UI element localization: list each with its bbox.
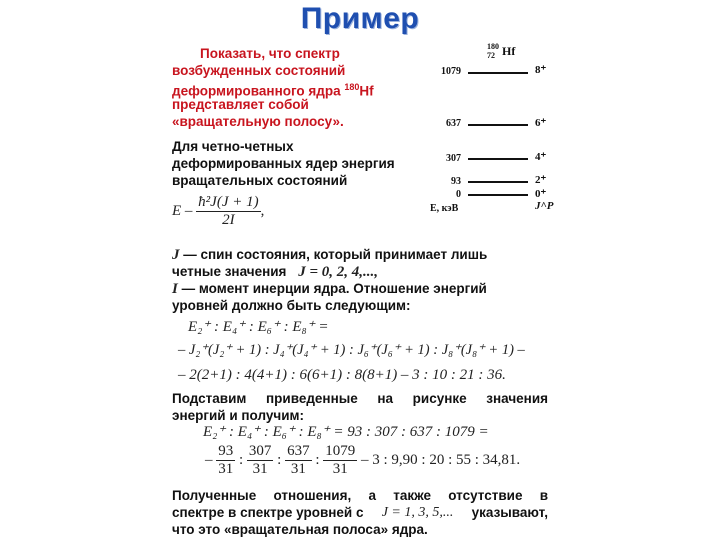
level-energy-637: 637 [446,118,461,129]
diagram-nuc-mass: 180 [487,42,499,51]
frac-637-num: 637 [287,443,310,459]
subst-line-1: Подставим приведенные на рисунке значения [172,391,548,406]
frac-93-num: 93 [218,443,234,459]
frac-637-den: 31 [290,461,306,477]
level-energy-1079: 1079 [441,66,461,77]
level-line-0 [468,194,528,196]
task-line-2: возбужденных состояний [172,63,346,78]
energy-formula [172,194,264,229]
conclusion-j-values: J = 1, 3, 5,... [381,505,454,520]
def-j-line [172,246,487,264]
subst-line-2: энергий и получим: [172,408,304,423]
level-line-93 [468,181,528,183]
conclusion-line-2a: спектре в спектре уровней с [172,505,364,520]
def-i-symbol: I [172,281,178,297]
frac-307-num: 307 [248,443,272,459]
frac-307-den: 31 [252,461,268,477]
def-j-values: J = 0, 2, 4,..., [298,264,379,280]
ratio2-tail: – 3 : 9,90 : 20 : 55 : 34,81. [357,451,521,468]
ratio2-line-1: E₂⁺ : E₄⁺ : E₆⁺ : E₈⁺ = 93 : 307 : 637 : 1079 = [203,424,489,440]
intro-line-2: деформированных ядер энергия [172,156,395,171]
ratio-line-2: – J₂⁺(J₂⁺ + 1) : J₄⁺(J₄⁺ + 1) : J₆⁺(J₆⁺ + 1) : J₈⁺(J₈⁺ + 1) – [178,342,525,358]
conclusion-line-2c: указывают, [471,505,548,520]
diagram-nuc-symbol: Hf [502,44,516,58]
def-i-line-2: уровней должно быть следующим: [172,298,411,313]
frac-1079 [323,443,357,478]
task-line-4: представляет собой [172,97,309,112]
def-j-symbol: J [172,247,180,263]
task-line-5: «вращательную полосу». [172,114,344,129]
frac-1079-den: 31 [332,461,348,477]
level-spin-0: 0⁺ [535,188,547,200]
frac-93 [216,443,235,478]
def-j-text: — спин состояния, который принимает лишь [179,247,488,262]
level-line-1079 [468,72,528,74]
formula-lhs: E [172,202,182,219]
frac-1079-num: 1079 [325,443,356,459]
task-line-3-text: деформированного ядра [172,83,345,99]
intro-line-1: Для четно-четных [172,139,294,154]
intro-line-3: вращательных состояний [172,173,348,188]
level-spin-6: 6⁺ [535,117,547,129]
def-i-line [172,280,487,298]
conclusion-line-1: Полученные отношения, а также отсутствие в [172,488,548,503]
frac-307 [247,443,274,478]
nucleus-mass: 180 [344,82,360,92]
conclusion-line-3: что это «вращательная полоса» ядра. [172,522,428,537]
level-line-637 [468,124,528,126]
diagram-axis-label: E, кэВ [430,203,459,214]
formula-numerator: ħ²J(J + 1) [198,194,259,210]
level-energy-0: 0 [456,189,461,200]
level-spin-8: 8⁺ [535,64,547,76]
level-energy-93: 93 [451,176,461,187]
formula-tail: , [260,202,265,219]
task-line-1: Показать, что спектр [200,46,340,61]
ratio-line-1: E₂⁺ : E₄⁺ : E₆⁺ : E₈⁺ = [188,319,329,335]
formula-denominator: 2I [222,212,235,228]
level-line-307 [468,158,528,160]
nucleus-symbol: Hf [359,83,374,99]
diagram-ground-spin-label: J^P [535,200,554,212]
level-energy-307: 307 [446,153,461,164]
ratio-line-3: – 2(2+1) : 4(4+1) : 6(6+1) : 8(8+1) – 3 : 10 : 21 : 36. [178,367,506,383]
slide-title: Пример [300,2,420,35]
level-spin-4: 4⁺ [535,151,547,163]
def-i-text: — момент инерции ядра. Отношение энергий [177,281,487,296]
formula-eq: – [181,202,197,219]
ratio2-fractions: – $\frac{93}{31}$ : $\frac{307}{31}$ : $\frac{637}{31}$ : $\frac{1079}{31}$ – 3 : 9,90 : 20 : 55 : 34,81. [205,443,521,477]
frac-93-den: 31 [218,461,234,477]
ratio2-lead: – [205,451,213,468]
frac-637 [285,443,312,478]
diagram-nuc-charge: 72 [487,51,495,60]
level-spin-2: 2⁺ [535,174,547,186]
formula-fraction [196,194,260,229]
def-j-text-2: четные значения [172,264,287,279]
def-j-line-2 [172,263,378,281]
conclusion-line-2 [172,504,548,521]
